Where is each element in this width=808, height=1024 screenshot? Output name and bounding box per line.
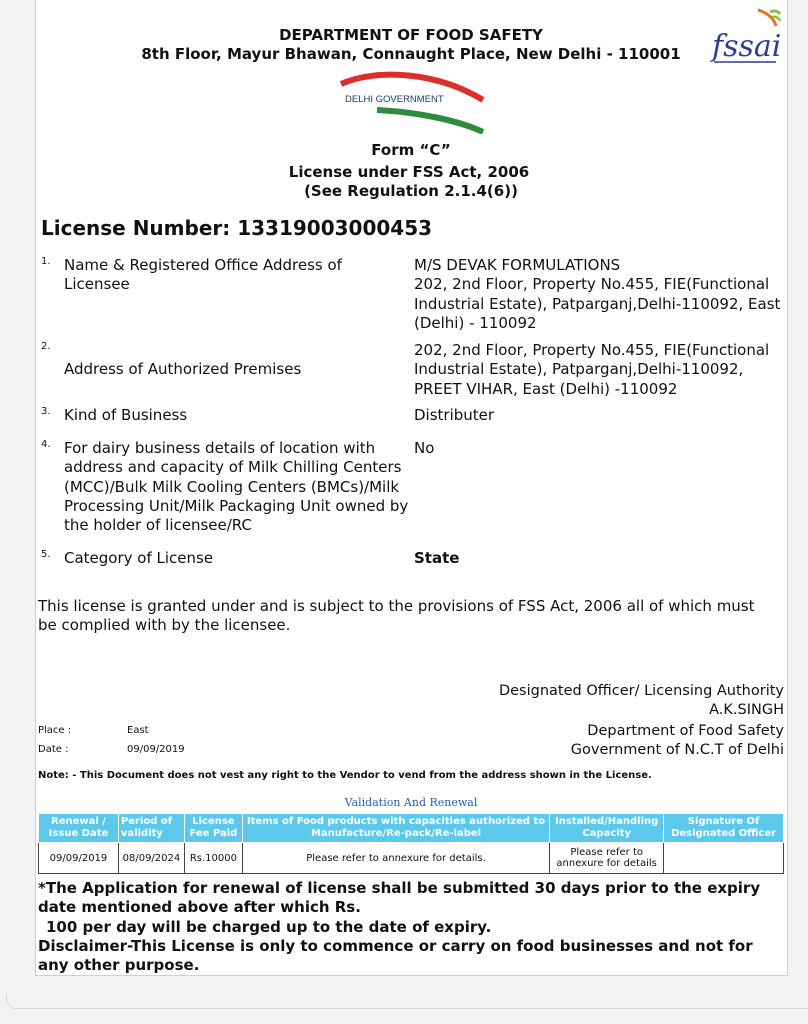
item-number: 1. [41, 256, 51, 267]
table-cell: Rs.10000 [184, 843, 242, 874]
column-header: Installed/Handling Capacity [550, 814, 664, 843]
officer-name: A.K.SINGH [709, 702, 784, 718]
delhi-government-logo [337, 70, 487, 134]
department-title: DEPARTMENT OF FOOD SAFETY [279, 26, 543, 44]
license-category: State [414, 549, 460, 567]
item-label: Name & Registered Office Address of Licensee [64, 256, 342, 294]
item-number: 4. [41, 439, 51, 450]
disclaimer-text: Disclaimer-This License is only to commence or carry on food businesses and not for any other purpose. [38, 936, 753, 975]
officer-government: Government of N.C.T of Delhi [570, 742, 784, 758]
item-label: Address of Authorized Premises [64, 360, 302, 378]
fssai-logo-text: fssai [712, 29, 782, 64]
form-act: License under FSS Act, 2006 [288, 163, 530, 181]
officer-title: Designated Officer/ Licensing Authority [498, 683, 784, 699]
column-header: Period of validity [118, 814, 184, 843]
item-label: Kind of Business [64, 406, 188, 424]
column-header: Signature Of Designated Officer [664, 814, 784, 843]
renewal-note-line2: 100 per day will be charged up to the date of expiry. [46, 917, 492, 936]
date-label: Date : [38, 744, 69, 755]
item-value: M/S DEVAK FORMULATIONS 202, 2nd Floor, Property No.455, FIE(Functional Industrial Estate), Patparganj,Delhi-110092, East (Delhi) - 110092 [414, 256, 781, 332]
item-number: 5. [41, 549, 51, 560]
renewal-note-line1: *The Application for renewal of license shall be submitted 30 days prior to the expiry date mentioned above after which Rs. [38, 879, 761, 917]
table-cell: Please refer to annexure for details. [242, 843, 549, 874]
table-row [39, 843, 784, 874]
validation-table [38, 813, 784, 874]
grant-statement: This license is granted under and is subject to the provisions of FSS Act, 2006 all of which must be complied with by the licensee. [38, 597, 755, 635]
date-value: 09/09/2019 [127, 744, 185, 755]
place-value: East [127, 725, 149, 736]
table-header-row [39, 814, 784, 843]
table-cell: 08/09/2024 [118, 843, 184, 874]
item-value: No [414, 439, 435, 457]
vendor-note: Note: - This Document does not vest any right to the Vendor to vend from the address shown in the License. [38, 770, 652, 781]
department-address: 8th Floor, Mayur Bhawan, Connaught Place, New Delhi - 110001 [141, 45, 681, 63]
place-label: Place : [38, 725, 72, 736]
renewal-disclaimer [38, 879, 778, 975]
fssai-logo [710, 8, 782, 66]
officer-department: Department of Food Safety [587, 723, 784, 739]
item-number: 2. [41, 341, 51, 352]
column-header: Renewal / Issue Date [39, 814, 119, 843]
item-value: 202, 2nd Floor, Property No.455, FIE(Functional Industrial Estate), Patparganj,Delhi-110092, PREET VIHAR, East (Delhi) -110092 [414, 341, 770, 398]
page-shadow-frame [6, 994, 808, 1009]
license-number: License Number: 13319003000453 [41, 216, 433, 240]
item-label: For dairy business details of location with address and capacity of Milk Chilling Centers (MCC)/Bulk Milk Cooling Centers (BMCs)/Milk Processing Unit/Milk Packaging Unit owned by the holder of licensee/RC [64, 439, 409, 535]
column-header: License Fee Paid [184, 814, 242, 843]
item-value: Distributer [414, 406, 495, 424]
item-number: 3. [41, 406, 51, 417]
validation-title: Validation And Renewal [344, 796, 478, 809]
table-cell: 09/09/2019 [39, 843, 119, 874]
column-header: Items of Food products with capacities authorized to Manufacture/Re-pack/Re-label [242, 814, 549, 843]
signature-cell [664, 843, 784, 874]
item-label: Category of License [64, 549, 214, 567]
delhi-logo-text: DELHI GOVERNMENT [345, 94, 444, 105]
form-title: Form “C” [371, 141, 451, 159]
form-regulation: (See Regulation 2.1.4(6)) [304, 182, 518, 200]
table-cell: Please refer to annexure for details [550, 843, 664, 874]
